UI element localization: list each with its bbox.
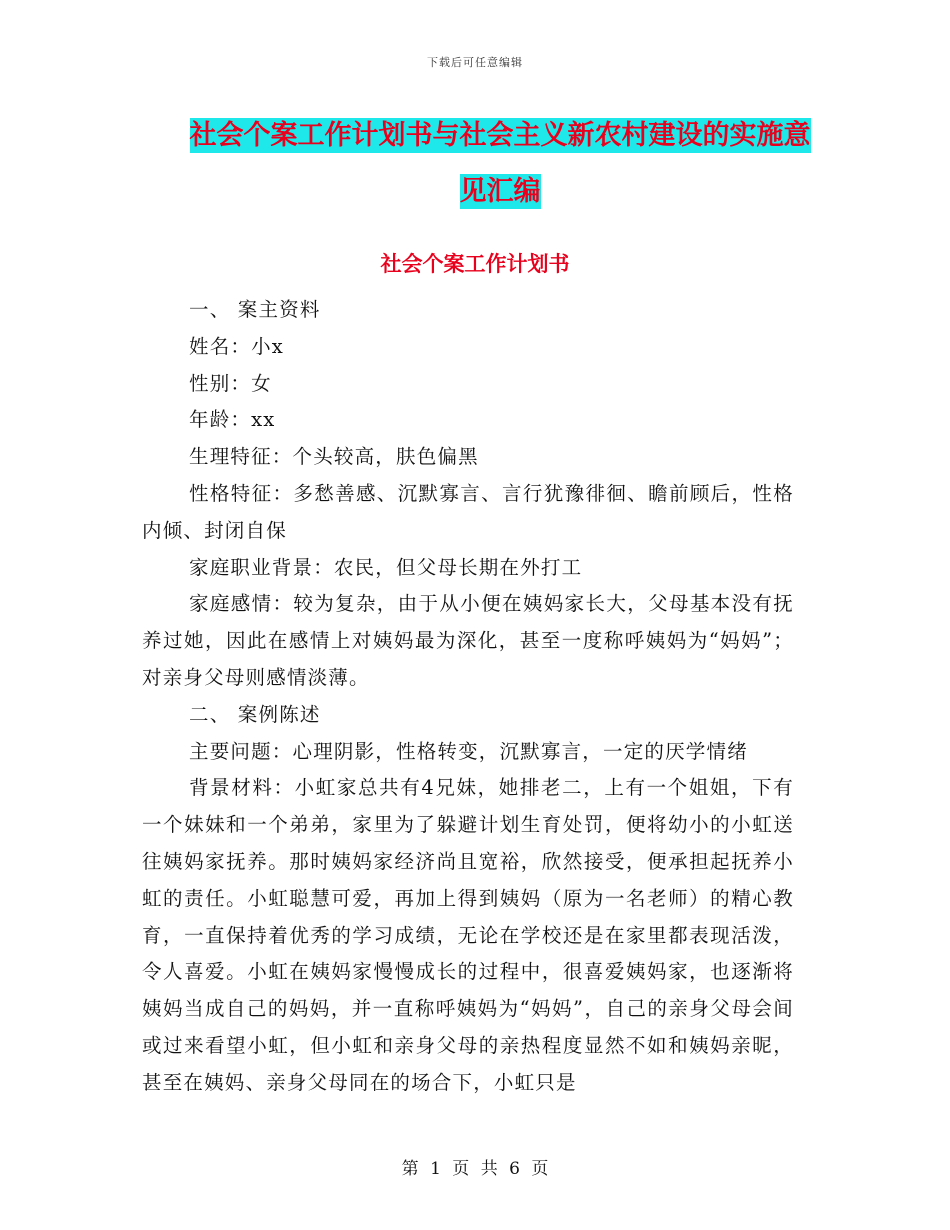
field-family-occupation: 家庭职业背景：农民，但父母长期在外打工 <box>189 555 583 579</box>
field-age: 年龄：xx <box>189 408 276 432</box>
field-physical-traits: 生理特征：个头较高，肤色偏黑 <box>189 445 479 469</box>
field-family-emotion: 家庭感情：较为复杂，由于从小便在姨妈家长大，父母基本没有抚养过她，因此在感情上对姨妈最为深化，甚至一度称呼姨妈为“妈妈”；对亲身父母则感情淡薄。 <box>142 592 794 689</box>
heading-case-statement: 二、 案例陈述 <box>189 702 321 726</box>
field-personality-traits: 性格特征：多愁善感、沉默寡言、言行犹豫徘徊、瞻前顾后，性格内倾、封闭自保 <box>142 481 794 542</box>
title-line-1: 社会个案工作计划书与社会主义新农村建设的实施意 <box>189 120 811 151</box>
document-title <box>140 108 860 220</box>
field-name: 姓名：小x <box>189 334 284 358</box>
header-note: 下载后可任意编辑 <box>427 56 523 69</box>
page-footer: 第 1 页 共 6 页 <box>401 1159 549 1179</box>
field-main-problem: 主要问题：心理阴影，性格转变，沉默寡言，一定的厌学情绪 <box>189 739 748 763</box>
heading-client-info: 一、 案主资料 <box>189 298 321 321</box>
field-gender: 性别：女 <box>189 371 272 395</box>
field-background: 背景材料：小虹家总共有4兄妹，她排老二，上有一个姐姐，下有一个妹妹和一个弟弟，家里为了躲避计划生育处罚，便将幼小的小虹送往姨妈家抚养。那时姨妈家经济尚且宽裕，欣然接受，便承担起抚养小虹的责任。小虹聪慧可爱，再加上得到姨妈（原为一名老师）的精心教育，一直保持着优秀的学习成绩，无论在学校还是在家里都表现活泼，令人喜爱。小虹在姨妈家慢慢成长的过程中，很喜爱姨妈家，也逐渐将姨妈当成自己的妈妈，并一直称呼姨妈为“妈妈”，自己的亲身父母会间或过来看望小虹，但小虹和亲身父母的亲热程度显然不如和姨妈亲昵，甚至在姨妈、亲身父母同在的场合下，小虹只是 <box>142 776 794 1094</box>
section-title: 社会个案工作计划书 <box>380 252 570 276</box>
document-body <box>142 292 794 1102</box>
title-line-2: 见汇编 <box>459 176 541 207</box>
